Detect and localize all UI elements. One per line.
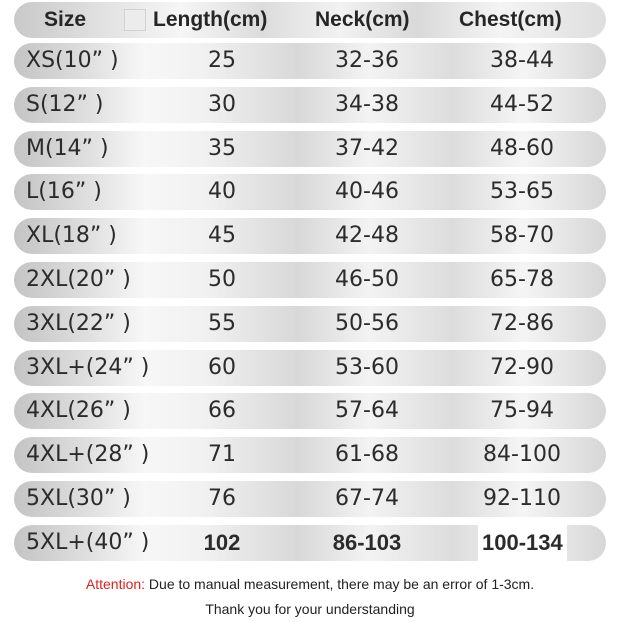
length-cell: 35 bbox=[208, 136, 236, 161]
table-row bbox=[14, 218, 606, 254]
table-row bbox=[14, 262, 606, 298]
chest-cell: 38-44 bbox=[490, 48, 554, 73]
size-cell: L(16” ) bbox=[26, 179, 102, 204]
length-cell: 60 bbox=[208, 355, 236, 380]
table-row bbox=[14, 87, 606, 123]
attention-label: Attention: bbox=[85, 576, 146, 592]
chest-cell: 65-78 bbox=[490, 267, 554, 292]
chest-cell: 58-70 bbox=[490, 223, 554, 248]
header-size: Size bbox=[44, 8, 87, 31]
header-length: Length(cm) bbox=[153, 8, 268, 31]
header-neck: Neck(cm) bbox=[315, 8, 410, 31]
size-cell: XS(10” ) bbox=[26, 48, 119, 73]
size-cell: 3XL+(24” ) bbox=[26, 355, 150, 380]
neck-cell: 57-64 bbox=[335, 398, 399, 423]
neck-cell: 50-56 bbox=[335, 311, 399, 336]
neck-cell: 32-36 bbox=[335, 48, 399, 73]
table-header bbox=[14, 2, 606, 38]
length-cell: 102 bbox=[203, 530, 241, 555]
length-cell: 30 bbox=[208, 92, 236, 117]
neck-cell: 40-46 bbox=[335, 179, 399, 204]
neck-cell: 61-68 bbox=[335, 442, 399, 467]
length-cell: 76 bbox=[208, 486, 236, 511]
length-cell: 45 bbox=[208, 223, 236, 248]
chest-cell: 92-110 bbox=[483, 486, 561, 511]
table-row bbox=[14, 350, 606, 386]
length-cell: 66 bbox=[208, 398, 236, 423]
neck-cell: 34-38 bbox=[335, 92, 399, 117]
neck-cell: 86-103 bbox=[332, 530, 402, 555]
table-row bbox=[14, 525, 606, 561]
chest-cell: 53-65 bbox=[490, 179, 554, 204]
table-row bbox=[14, 43, 606, 79]
size-cell: XL(18” ) bbox=[26, 223, 117, 248]
size-box-decoration bbox=[124, 9, 146, 31]
size-cell: 4XL(26” ) bbox=[26, 398, 131, 423]
length-cell: 25 bbox=[208, 48, 236, 73]
chest-cell: 75-94 bbox=[490, 398, 554, 423]
size-cell: 4XL+(28” ) bbox=[26, 442, 150, 467]
chest-cell: 72-90 bbox=[490, 355, 554, 380]
length-cell: 50 bbox=[208, 267, 236, 292]
length-cell: 71 bbox=[208, 442, 236, 467]
table-row bbox=[14, 306, 606, 342]
neck-cell: 67-74 bbox=[335, 486, 399, 511]
table-row bbox=[14, 131, 606, 167]
size-cell: 5XL+(40” ) bbox=[26, 530, 150, 555]
thanks-note: Thank you for your understanding bbox=[205, 601, 415, 617]
size-cell: M(14” ) bbox=[26, 136, 109, 161]
neck-cell: 37-42 bbox=[335, 136, 399, 161]
chest-cell: 44-52 bbox=[490, 92, 554, 117]
size-cell: 3XL(22” ) bbox=[26, 311, 131, 336]
table-row bbox=[14, 174, 606, 210]
table-row bbox=[14, 481, 606, 517]
length-cell: 55 bbox=[208, 311, 236, 336]
size-cell: S(12” ) bbox=[26, 92, 104, 117]
table-row bbox=[14, 437, 606, 473]
neck-cell: 46-50 bbox=[335, 267, 399, 292]
chest-cell: 84-100 bbox=[483, 442, 561, 467]
chest-cell: 100-134 bbox=[478, 525, 567, 561]
attention-text: Due to manual measurement, there may be an error of 1-3cm. bbox=[145, 576, 535, 592]
length-cell: 40 bbox=[208, 179, 236, 204]
neck-cell: 53-60 bbox=[335, 355, 399, 380]
table-row bbox=[14, 393, 606, 429]
size-cell: 5XL(30” ) bbox=[26, 486, 131, 511]
chest-cell: 48-60 bbox=[490, 136, 554, 161]
attention-note bbox=[0, 576, 620, 592]
header-chest: Chest(cm) bbox=[459, 8, 562, 31]
chest-cell: 72-86 bbox=[490, 311, 554, 336]
neck-cell: 42-48 bbox=[335, 223, 399, 248]
size-cell: 2XL(20” ) bbox=[26, 267, 131, 292]
